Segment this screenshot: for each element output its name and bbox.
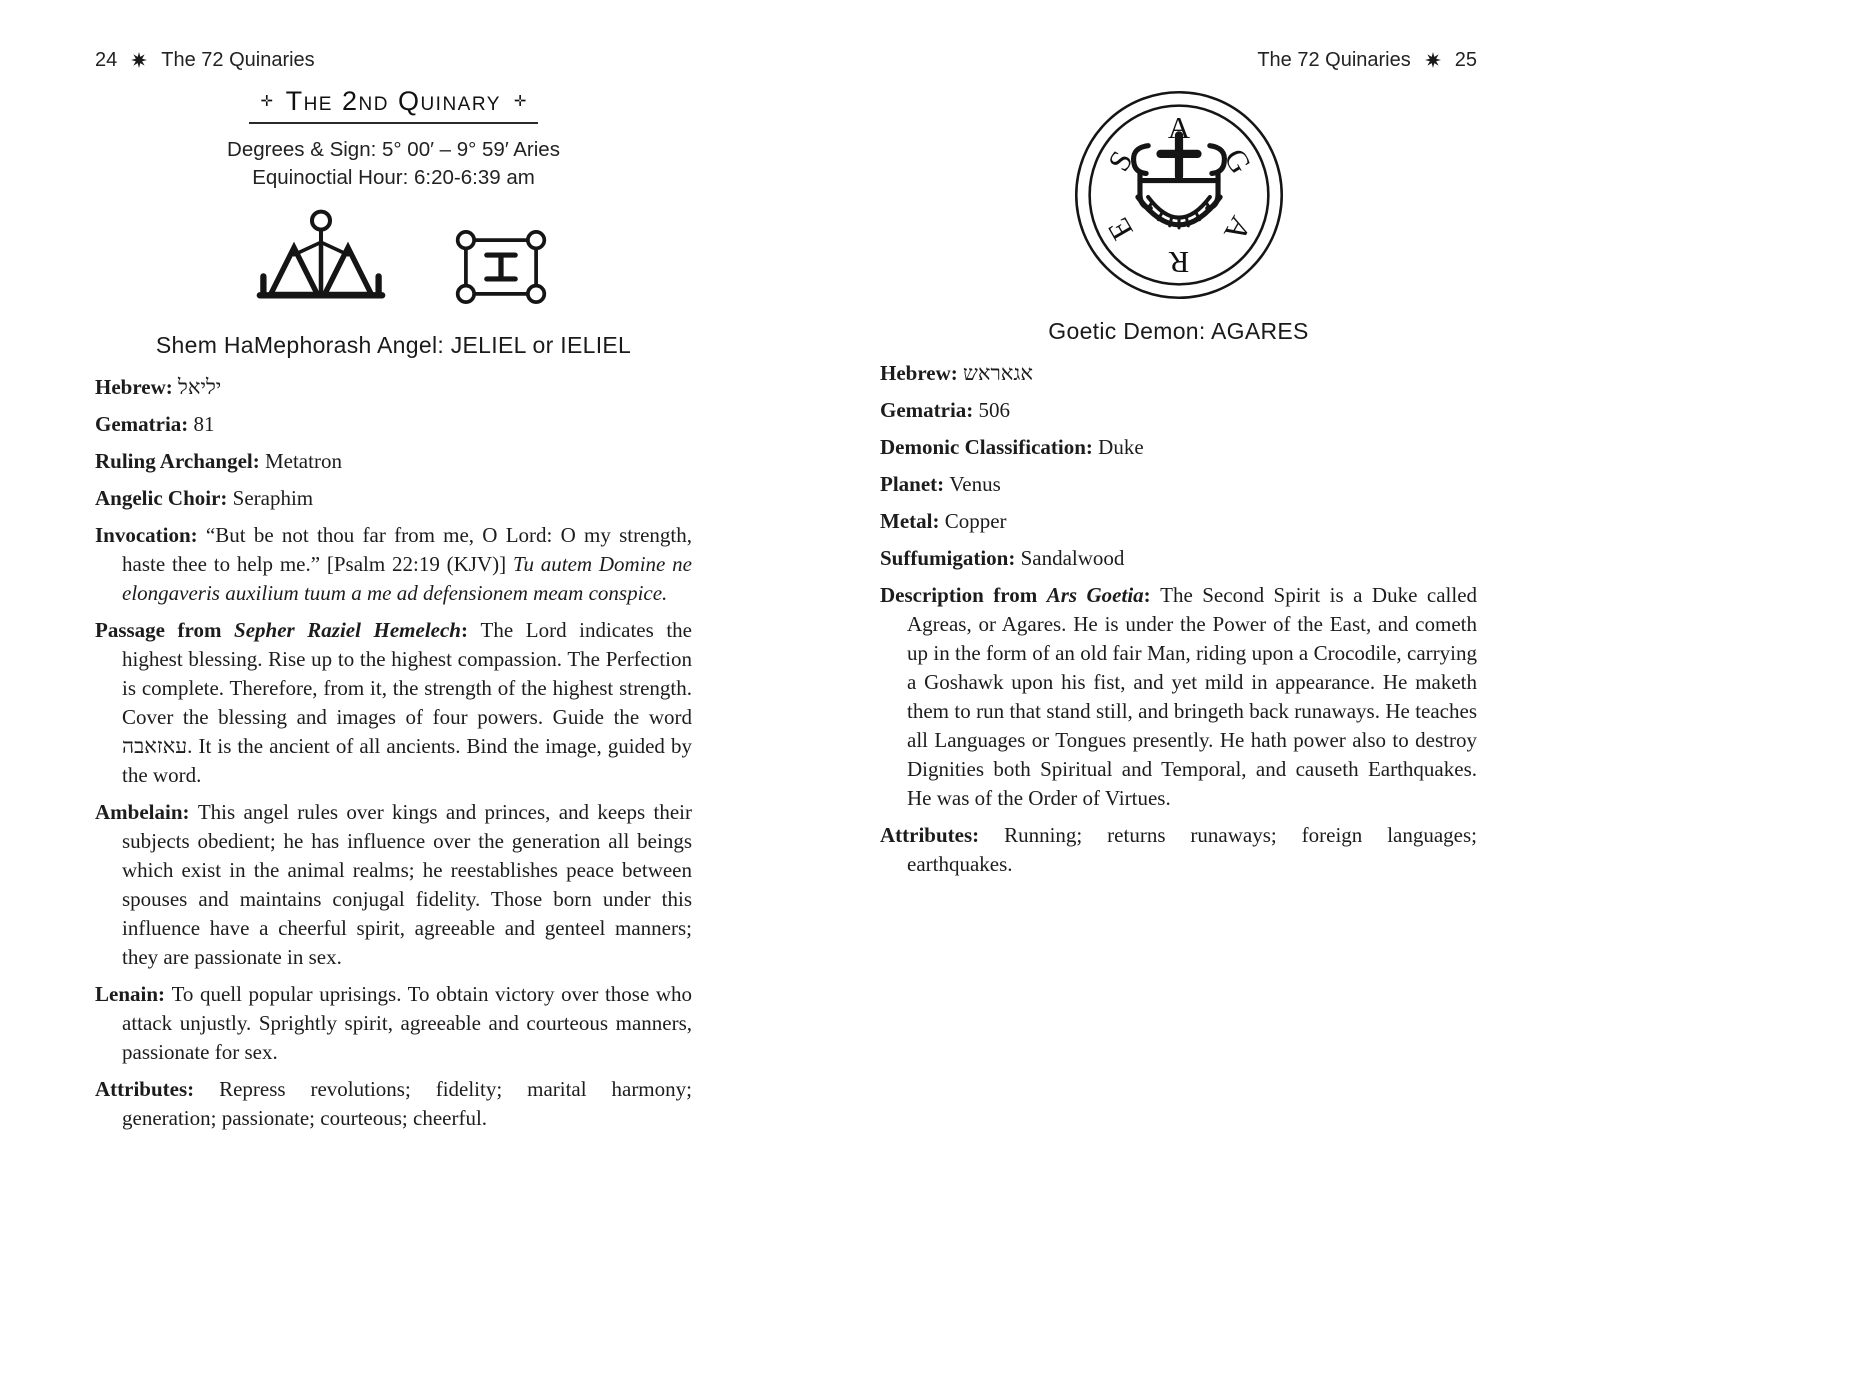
entry-segment: The Second Spirit is a Duke called Agreas, or Agares. He is under the Power of the East, and cometh up in the form of an old fair Man, riding upon a Crocodile, carrying a Goshawk upon his fist, and yet mild in appearance. He maketh them to run that stand still, and bringeth back runaways. He teaches all Languages or Tongues presently. He hath power also to destroy Dignities both Spiritual and Temporal, and causeth Earthquakes. He was of the Order of Virtues. (907, 583, 1478, 810)
entry-attributes (880, 821, 1477, 879)
entry-segment: The Lord indicates the highest blessing. Rise up to the highest compassion. The Perfection is complete. Therefore, from it, the strength of the highest strength. Cover the blessing and images of four powers. Guide the word עאזאבה. It is the ancient of all ancients. Bind the image, guided by the word. (122, 618, 692, 787)
chapter-title-text: The 2nd Quinary (285, 86, 501, 116)
chapter-title-row (95, 86, 692, 124)
entry-segment: Invocation: (95, 523, 206, 547)
entry-gematria (95, 410, 692, 439)
right-entries (880, 359, 1477, 879)
seal-letter: E (1100, 212, 1140, 246)
entry-demonic-classification (880, 433, 1477, 462)
entry-segment: To quell popular uprisings. To obtain victory over those who attack unjustly. Sprightly spirit, agreeable and courteous manners, passionate for sex. (122, 982, 692, 1064)
entry-gematria (880, 396, 1477, 425)
entry-segment: Tu autem Domine ne elongaveris auxilium tuum a me ad defensionem meam conspice. (122, 552, 692, 605)
angel-sigils (95, 202, 692, 322)
entry-segment: Copper (944, 509, 1007, 533)
entry-ruling-archangel (95, 447, 692, 476)
entry-segment: Ambelain: (95, 800, 198, 824)
entry-segment: : (460, 618, 481, 642)
entry-segment: Venus (949, 472, 1001, 496)
entry-lenain (95, 980, 692, 1067)
entry-segment: Ruling Archangel: (95, 449, 265, 473)
seal-letter: A (1216, 210, 1258, 248)
left-entries (95, 373, 692, 1133)
entry-segment: 81 (193, 412, 215, 436)
entry-segment: Sepher Raziel Hemelech (234, 618, 461, 642)
star-ornament-icon (131, 52, 147, 68)
angel-square-sigil-icon (445, 222, 557, 312)
entry-segment: Passage from (95, 618, 235, 642)
entry-segment: Gematria: (880, 398, 979, 422)
agares-seal-icon (1066, 82, 1292, 308)
entry-metal (880, 507, 1477, 536)
entry-segment: Running; returns runaways; foreign languages; earthquakes. (907, 823, 1477, 876)
entry-invocation (95, 521, 692, 608)
running-title: The 72 Quinaries (161, 48, 315, 71)
equinoctial-hour-line: Equinoctial Hour: 6:20-6:39 am (252, 166, 535, 189)
title-ornament-icon: ✛ (513, 92, 527, 110)
demon-name-line: Goetic Demon: AGARES (1048, 318, 1309, 344)
seal-letter: A (1167, 111, 1190, 146)
entry-description (880, 581, 1477, 813)
entry-segment: יליאל (178, 375, 222, 399)
star-ornament-icon (1425, 52, 1441, 68)
entry-segment: Hebrew: (880, 361, 964, 385)
entry-segment: Suffumigation: (880, 546, 1021, 570)
entry-segment: Sandalwood (1020, 546, 1125, 570)
entry-attributes (95, 1075, 692, 1133)
entry-segment: Seraphim (232, 486, 314, 510)
entry-segment: Gematria: (95, 412, 194, 436)
seal-letter: R (1168, 244, 1189, 279)
entry-planet (880, 470, 1477, 499)
degrees-sign-line: Degrees & Sign: 5° 00′ – 9° 59′ Aries (227, 138, 560, 161)
entry-segment: Attributes: (95, 1077, 220, 1101)
entry-segment: 506 (978, 398, 1011, 422)
angel-sigil-icon (231, 208, 411, 316)
entry-hebrew (880, 359, 1477, 388)
entry-suffumigation (880, 544, 1477, 573)
entry-segment: This angel rules over kings and princes, and keeps their subjects obedient; he has influence over the generation all beings which exist in the animal realms; he reestablishes peace between spouses and maintains conjugal fidelity. Those born under this influence have a cheerful spirit, agreeable and genteel manners; they are passionate in sex. (122, 800, 692, 969)
title-ornament-icon: ✛ (260, 92, 274, 110)
chapter-title (249, 86, 539, 124)
demon-seal-wrap (880, 82, 1477, 308)
entry-angelic-choir (95, 484, 692, 513)
angel-name-line: Shem HaMephorash Angel: JELIEL or IELIEL (155, 332, 632, 358)
running-title: The 72 Quinaries (1257, 48, 1411, 71)
page-number: 24 (95, 48, 118, 71)
entry-segment: אגאראש (963, 361, 1033, 385)
entry-segment: Lenain: (95, 982, 172, 1006)
running-head-left (95, 48, 692, 72)
entry-segment: Repress revolutions; fidelity; marital harmony; generation; passionate; courteous; cheerful. (122, 1077, 692, 1130)
entry-segment: Hebrew: (95, 375, 179, 399)
entry-segment: Metatron (264, 449, 342, 473)
entry-segment: Duke (1098, 435, 1144, 459)
entry-segment: Attributes: (880, 823, 1005, 847)
running-head-right (880, 48, 1477, 72)
page-number: 25 (1454, 48, 1477, 71)
entry-segment: “But be not thou far from me, O Lord: O my strength, haste thee to help me.” [Psalm 22:19 (KJV)] (122, 523, 692, 576)
entry-segment: Demonic Classification: (880, 435, 1099, 459)
seal-letter: G (1216, 142, 1258, 180)
page-right (880, 48, 1477, 887)
entry-segment: Description from (880, 583, 1047, 607)
entry-segment: Ars Goetia (1046, 583, 1144, 607)
entry-hebrew (95, 373, 692, 402)
page-left (95, 48, 692, 1141)
entry-ambelain (95, 798, 692, 972)
seal-letter: S (1100, 145, 1139, 178)
entry-segment: Metal: (880, 509, 945, 533)
entry-segment: : (1143, 583, 1161, 607)
entry-segment: Planet: (880, 472, 950, 496)
entry-segment: Angelic Choir: (95, 486, 233, 510)
entry-passage (95, 616, 692, 790)
